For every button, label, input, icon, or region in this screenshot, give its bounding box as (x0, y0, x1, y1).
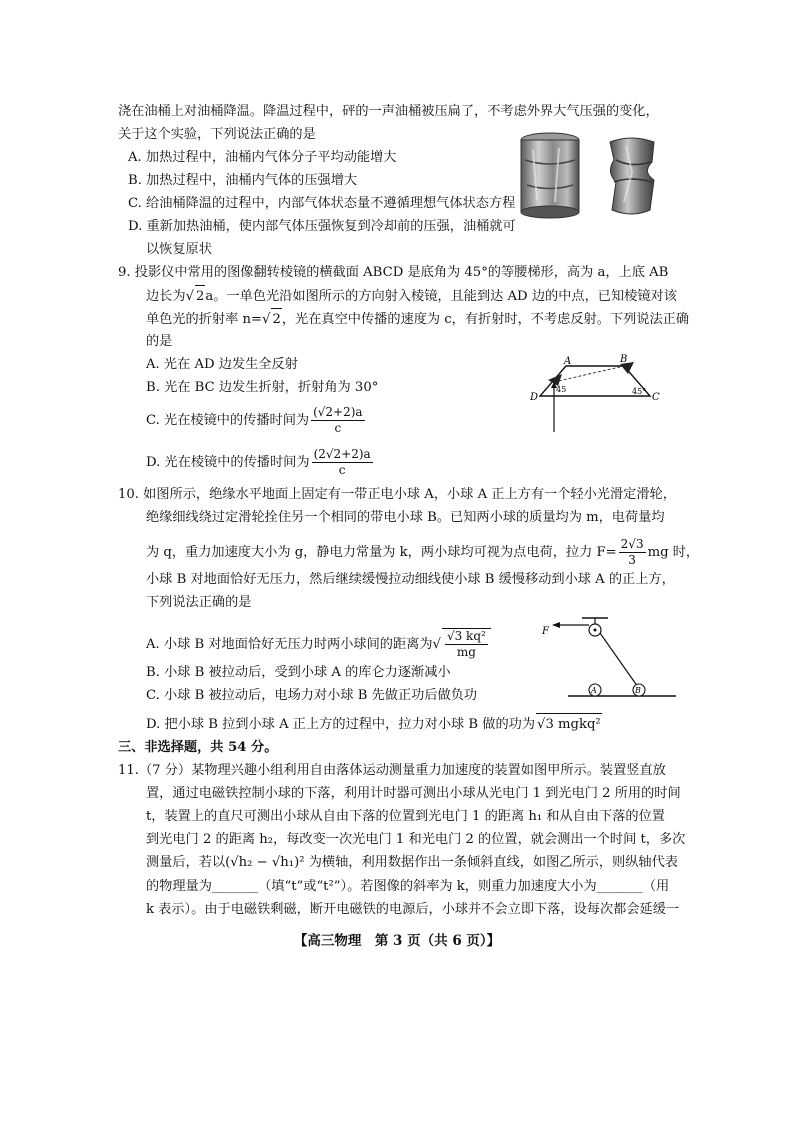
q10-option-a-fraction (445, 629, 488, 660)
q9-line3-pre: 单色光的折射率 n= (146, 312, 263, 327)
pulley-center (594, 629, 597, 632)
force-arrow (552, 622, 560, 628)
ball-a-label: A (591, 686, 597, 695)
q8-option-d-line2: 以恢复原状 (146, 242, 212, 257)
q11-line3: t，装置上的直尺可测出小球从自由下落的位置到光电门 1 的距离 h₁ 和从自由下落的位置 (146, 809, 665, 824)
q9-option-d-fraction (312, 447, 373, 478)
q10-a-denominator: mg (456, 645, 476, 659)
q10-option-d-radical: √3 mgkq² (536, 713, 602, 736)
q9-line2-pre: 边长为 (146, 289, 186, 304)
q10-option-d-text: D. 把小球 B 拉到小球 A 正上方的过程中，拉力对小球 B 做的功为 (146, 717, 536, 732)
page-footer: 【高三物理 第 3 页（共 6 页）】 (293, 933, 501, 949)
q9-d-denominator: c (338, 463, 346, 477)
q10-option-a: A. 小球 B 对地面恰好无压力时两小球间的距离为√ $\frac{\text{√3 kq²}}{mg}$ (146, 628, 491, 660)
q10-a-numerator: √3 kq² (446, 629, 486, 643)
intro-line-2: 关于这个实验，下列说法正确的是 (118, 127, 316, 142)
q9-stem-line3: 单色光的折射率 n=√ 2，光在真空中传播的速度为 c，有折射时，不考虑反射。下列说法正确 (146, 308, 689, 331)
q10-stem-line1: 10. 如图所示，绝缘水平地面上固定有一带正电小球 A，小球 A 正上方有一个轻小光滑定滑轮， (118, 487, 676, 502)
q9-option-a: A. 光在 AD 边发生全反射 (146, 357, 298, 372)
q10-option-c: C. 小球 B 被拉动后，电场力对小球 B 先做正功后做负功 (146, 688, 478, 703)
q10-option-d (146, 713, 602, 736)
q9-option-c-text: C. 光在棱镜中的传播时间为 (146, 413, 310, 428)
section-3-heading: 三、非选择题，共 54 分。 (118, 740, 278, 755)
q10-stem-line5: 下列说法正确的是 (146, 595, 252, 610)
rope-to-ball-b (600, 633, 638, 687)
oil-barrel-photo-intact (515, 130, 585, 222)
q8-option-b: B. 加热过程中，油桶内气体的压强增大 (128, 173, 358, 188)
q10-force-numerator: 2√3 (620, 537, 644, 551)
label-d: D (530, 392, 539, 403)
q9-line2-post: a。一单色光沿如图所示的方向射入棱镜，且能到达 AD 边的中点，已知棱镜对该 (205, 289, 677, 304)
q9-option-d-text: D. 光在棱镜中的传播时间为 (146, 455, 310, 470)
q9-c-denominator: c (334, 421, 342, 435)
q9-line3-post: ，光在真空中传播的速度为 c，有折射时，不考虑反射。下列说法正确 (281, 312, 690, 327)
q10-option-a-radical (442, 628, 491, 660)
q9-option-c (146, 405, 367, 436)
q10-option-b: B. 小球 B 被拉动后，受到小球 A 的库仑力逐渐减小 (146, 665, 451, 680)
q11-line4: 到光电门 2 的距离 h₂，每改变一次光电门 1 和光电门 2 的位置，就会测出一个时间 t，多次 (146, 832, 686, 847)
q10-force-fraction (619, 537, 646, 568)
q9-d-numerator: (2√2+2)a (313, 447, 371, 461)
q10-stem-line2: 绝缘细线绕过定滑轮拴住另一个相同的带电小球 B。已知两小球的质量均为 m，电荷量均 (146, 510, 665, 525)
q9-option-b: B. 光在 BC 边发生折射，折射角为 30° (146, 380, 379, 395)
angle-left-label: 45 (556, 385, 567, 394)
ball-b-label: B (635, 686, 641, 695)
force-label: F (542, 626, 549, 637)
label-c: C (652, 392, 660, 403)
q9-stem-line1: 9. 投影仪中常用的图像翻转棱镜的横截面 ABCD 是底角为 45°的等腰梯形，高为 a，上底 AB (118, 265, 669, 280)
angle-right-label: 45° (632, 387, 647, 396)
q10-option-a-text: A. 小球 B 对地面恰好无压力时两小球间的距离为 (146, 637, 433, 652)
q8-option-a: A. 加热过程中，油桶内气体分子平均动能增大 (128, 150, 397, 165)
q11-line5: 测量后，若以(√h₂ − √h₁)² 为横轴，利用数据作出一条倾斜直线，如图乙所示，则纵轴代表 (146, 855, 678, 870)
q10-stem-line4: 小球 B 对地面恰好无压力，然后继续缓慢拉动细线使小球 B 缓慢移动到小球 A 的正上方， (146, 572, 675, 587)
q9-stem-line2: 边长为√ 2a。一单色光沿如图所示的方向射入棱镜，且能到达 AD 边的中点，已知棱镜对该 (146, 285, 677, 308)
label-b: B (620, 354, 628, 365)
q8-option-c: C. 给油桶降温的过程中，内部气体状态量不遵循理想气体状态方程 (128, 196, 516, 211)
q9-line3-radicand: 2 (271, 308, 281, 331)
q11-line1: 11.（7 分）某物理兴趣小组利用自由落体运动测量重力加速度的装置如图甲所示。装置竖直放 (118, 763, 666, 778)
q9-stem-line4: 的是 (146, 334, 173, 349)
q11-line6: 的物理量为_______（填“t”或“t²”）。若图像的斜率为 k，则重力加速度大小为_______（用 (146, 879, 670, 894)
q9-prism-diagram (528, 352, 668, 436)
oil-barrel-photo-crushed (602, 132, 662, 220)
q10-force-denominator: 3 (628, 553, 636, 567)
q10-line3-pre: 为 q，重力加速度大小为 g，静电力常量为 k，两小球均可视为点电荷，拉力 F= (146, 545, 617, 560)
q10-stem-line3 (146, 537, 699, 568)
q9-c-numerator: (√2+2)a (313, 405, 363, 419)
q9-line2-radicand: 2 (195, 285, 205, 308)
q10-pulley-diagram (538, 612, 680, 704)
label-a: A (564, 356, 572, 367)
q11-line7: k 表示）。由于电磁铁剩磁，断开电磁铁的电源后，小球并不会立即下落，设每次都会延缓一 (146, 902, 680, 917)
q9-option-d (146, 447, 375, 478)
q11-line2: 置，通过电磁铁控制小球的下落，利用计时器可测出小球从光电门 1 到光电门 2 所用的时间 (146, 786, 681, 801)
q9-option-c-fraction (311, 405, 365, 436)
q10-line3-post: mg 时， (647, 545, 700, 560)
q8-option-d-line1: D. 重新加热油桶，使内部气体压强恢复到冷却前的压强，油桶就可 (128, 219, 516, 234)
intro-line-1: 浇在油桶上对油桶降温。降温过程中，砰的一声油桶被压扁了，不考虑外界大气压强的变化， (118, 104, 659, 119)
